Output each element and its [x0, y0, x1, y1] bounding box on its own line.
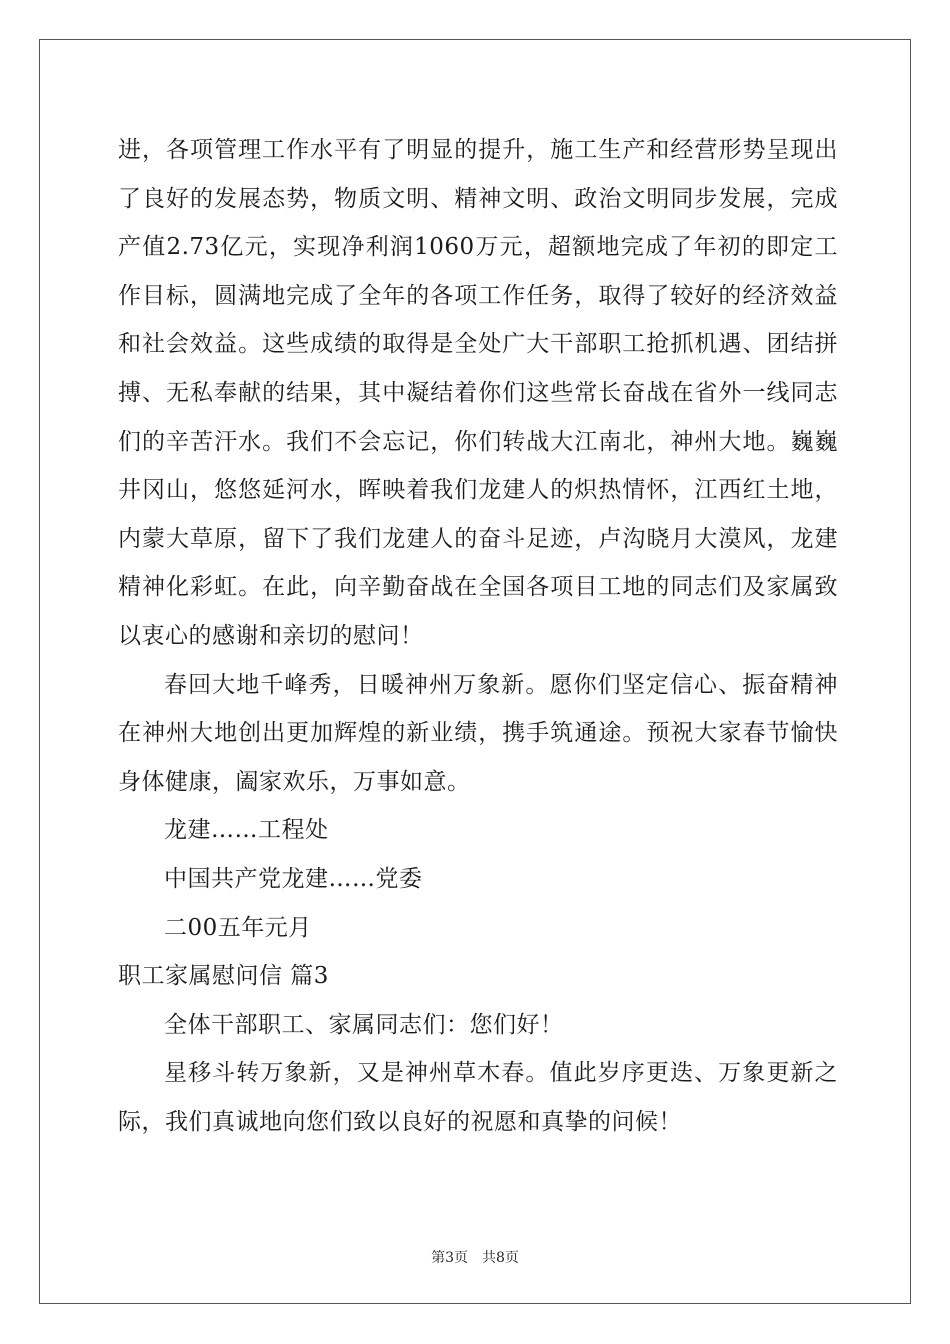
signature-department: 龙建……工程处 — [164, 817, 329, 844]
paragraph-opening: 星移斗转万象新，又是神州草木春。值此岁序更迭、万象更新之际，我们真诚地向您们致以良好的祝愿和真挚的问候！ — [118, 1060, 838, 1135]
letter-salutation: 全体干部职工、家属同志们：您们好！ — [164, 1011, 564, 1038]
page-number: 第3页 — [431, 1250, 468, 1266]
document-body — [118, 126, 838, 1146]
signature-date: 二00五年元月 — [164, 914, 312, 941]
page-total: 共8页 — [482, 1250, 519, 1266]
page-footer — [0, 1247, 950, 1267]
paragraph-body-1: 进，各项管理工作水平有了明显的提升，施工生产和经营形势呈现出了良好的发展态势，物质文明、精神文明、政治文明同步发展，完成产值2.73亿元，实现净利润1060万元，超额地完成了年初的即定工作目标，圆满地完成了全年的各项工作任务，取得了较好的经济效益和社会效益。这些成绩的取得是全处广大干部职工抢抓机遇、团结拼搏、无私奉献的结果，其中凝结着你们这些常长奋战在省外一线同志们的辛苦汗水。我们不会忘记，你们转战大江南北，神州大地。巍巍井冈山，悠悠延河水，晖映着我们龙建人的炽热情怀，江西红土地，内蒙大草原，留下了我们龙建人的奋斗足迹，卢沟晓月大漠风，龙建精神化彩虹。在此，向辛勤奋战在全国各项目工地的同志们及家属致以衷心的感谢和亲切的慰问！ — [118, 137, 838, 649]
section-heading: 职工家属慰问信 篇3 — [118, 963, 329, 990]
signature-party-committee: 中国共产党龙建……党委 — [164, 865, 423, 892]
paragraph-blessing: 春回大地千峰秀，日暖神州万象新。愿你们坚定信心、振奋精神在神州大地创出更加辉煌的新业绩，携手筑通途。预祝大家春节愉快身体健康，阖家欢乐，万事如意。 — [118, 671, 838, 795]
